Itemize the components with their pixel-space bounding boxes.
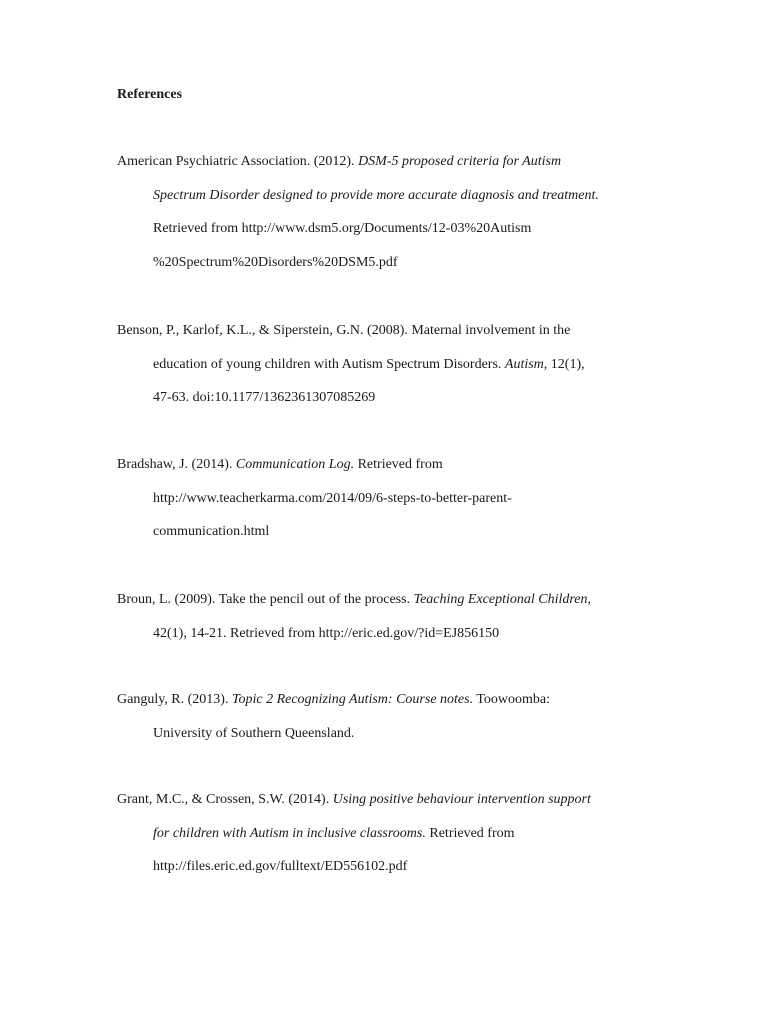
- reference-text: Broun, L. (2009). Take the pencil out of the process.: [117, 592, 414, 607]
- reference-line: [117, 152, 561, 172]
- reference-text: Retrieved from http://www.dsm5.org/Documents/12-03%20Autism: [153, 221, 532, 236]
- reference-line: [153, 522, 269, 542]
- reference-line: [117, 790, 591, 810]
- reference-text: American Psychiatric Association. (2012).: [117, 154, 359, 169]
- reference-text: 42(1), 14-21. Retrieved from http://eric.ed.gov/?id=EJ856150: [153, 625, 500, 641]
- reference-text: Retrieved from: [354, 457, 443, 472]
- references-heading: References: [117, 87, 183, 102]
- reference-text: http://www.teacherkarma.com/2014/09/6-steps-to-better-parent-: [153, 490, 512, 506]
- reference-italic-text: Using positive behaviour intervention support: [332, 792, 591, 807]
- reference-text: Ganguly, R. (2013).: [117, 692, 232, 707]
- reference-text: education of young children with Autism Spectrum Disorders.: [153, 356, 505, 372]
- reference-text: Benson, P., Karlof, K.L., & Siperstein, G.N. (2008). Maternal involvement in the: [117, 323, 571, 338]
- reference-italic-text: Communication Log.: [235, 457, 355, 472]
- reference-line: [117, 455, 443, 475]
- reference-text: %20Spectrum%20Disorders%20DSM5.pdf: [153, 254, 398, 270]
- reference-text: University of Southern Queensland.: [153, 725, 355, 741]
- reference-line: [153, 489, 512, 509]
- reference-italic-text: Autism,: [504, 356, 548, 372]
- reference-line: [153, 857, 407, 877]
- reference-line: [153, 253, 398, 273]
- reference-line: [153, 824, 515, 844]
- reference-line: [117, 321, 570, 341]
- reference-text: 47-63. doi:10.1177/1362361307085269: [153, 390, 376, 405]
- reference-text: 12(1),: [547, 356, 585, 372]
- reference-italic-text: Teaching Exceptional Children,: [413, 592, 592, 607]
- reference-text: Retrieved from: [425, 825, 515, 841]
- reference-text: Bradshaw, J. (2014).: [117, 457, 236, 472]
- reference-italic-text: Spectrum Disorder designed to provide more accurate diagnosis and treatment.: [153, 187, 599, 203]
- reference-line: [117, 590, 591, 610]
- reference-italic-text: DSM-5 proposed criteria for Autism: [358, 154, 562, 169]
- reference-line: [153, 186, 599, 206]
- reference-text: http://files.eric.ed.gov/fulltext/ED556102.pdf: [153, 859, 408, 874]
- reference-line: [153, 355, 585, 375]
- reference-text: communication.html: [153, 524, 270, 539]
- reference-text: Grant, M.C., & Crossen, S.W. (2014).: [117, 792, 333, 807]
- reference-line: [153, 624, 499, 644]
- reference-line: [153, 388, 375, 408]
- reference-italic-text: for children with Autism in inclusive classrooms.: [153, 825, 426, 841]
- reference-line: [153, 219, 531, 239]
- reference-italic-text: Topic 2 Recognizing Autism: Course notes.: [231, 692, 474, 707]
- reference-line: [117, 690, 550, 710]
- reference-text: Toowoomba:: [473, 692, 551, 707]
- reference-line: [153, 724, 354, 744]
